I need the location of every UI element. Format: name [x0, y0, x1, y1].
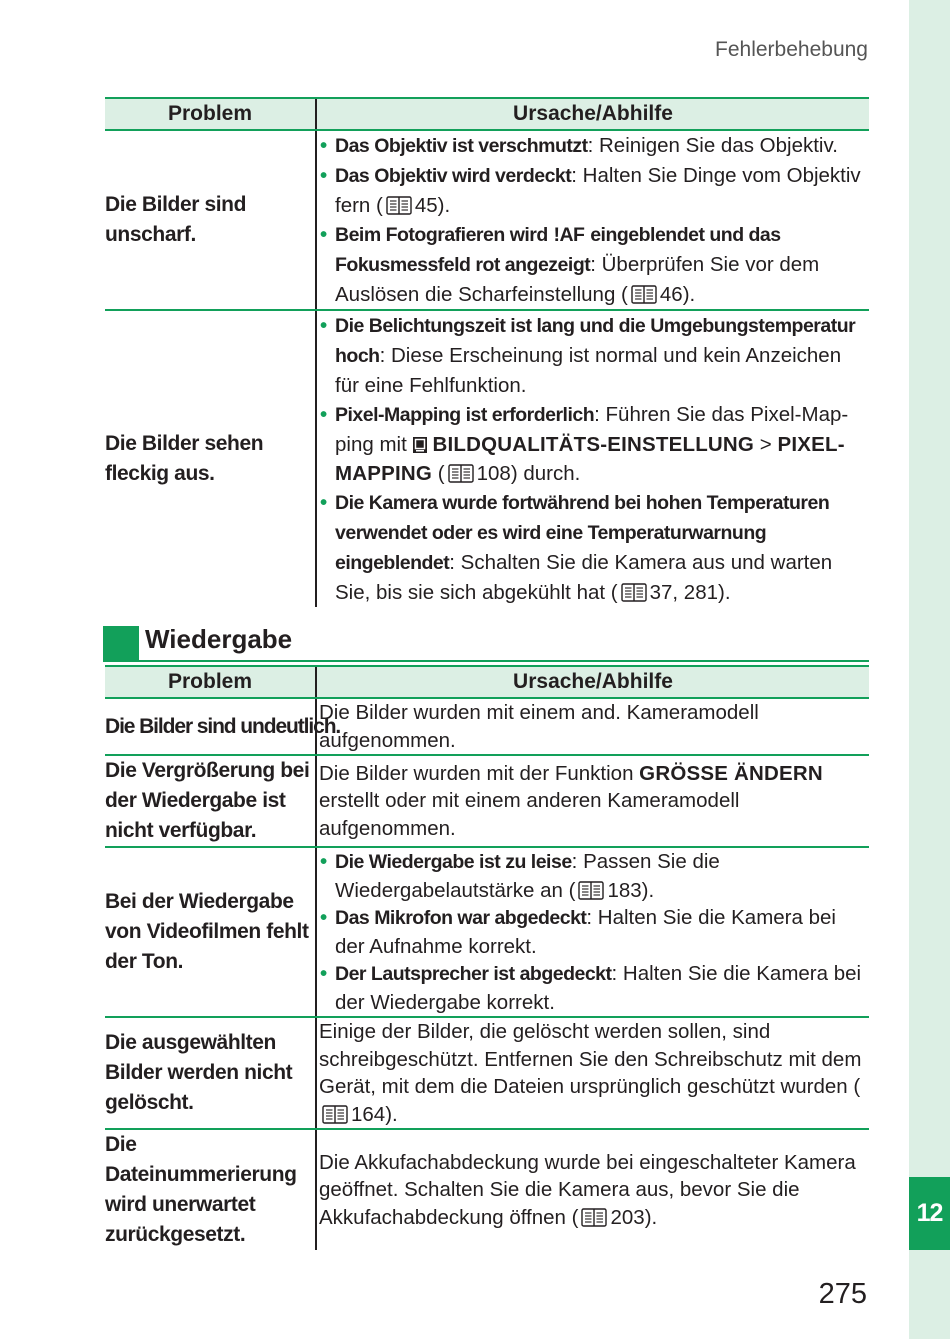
fix-cell: Die Akkufachabdeckung wurde bei eingeschalteter Kamera geöffnet. Schalten Sie die Kamera aus, bevor Sie die Akkufachabdeckung öffnen ( 203). — [316, 1129, 869, 1250]
page-reference[interactable]: 108 — [476, 462, 511, 485]
fix-cell — [316, 130, 869, 310]
table-row — [105, 755, 869, 847]
page-reference[interactable]: 183 — [607, 878, 642, 902]
list-item: • Das Mikrofon war abgedeckt: Halten Sie die Kamera bei der Aufnahme korrekt. — [319, 904, 869, 960]
chapter-sidebar — [909, 0, 950, 1339]
problem-cell: Die Bilder sehen fleckig aus. — [105, 432, 264, 485]
running-head: Fehlerbehebung — [715, 38, 868, 61]
page-reference[interactable]: 37, 281 — [649, 581, 719, 604]
problem-cell: Die Vergrößerung bei der Wiedergabe ist nicht verfügbar. — [105, 755, 316, 847]
fix-cell: Die Bilder wurden mit einem and. Kameramodell aufgenommen. — [316, 698, 869, 755]
list-item: • Das Objektiv wird verdeckt: Halten Sie Dinge vom Objektiv fern ( 45). — [319, 161, 869, 220]
chapter-tab[interactable]: 12 — [909, 1177, 950, 1250]
manual-reference-icon — [322, 1105, 348, 1124]
menu-name: PIXEL-MAPPING — [335, 433, 845, 485]
fix-cell — [316, 847, 869, 1017]
list-item: • Die Belichtungszeit ist lang und die Umgebungstemperatur hoch: Diese Erscheinung ist normal und kein Anzeichen für eine Fehlfunktion. — [319, 311, 869, 400]
table-row — [105, 310, 869, 607]
column-header-problem: Problem — [105, 666, 316, 698]
list-item: • Das Objektiv ist verschmutzt: Reinigen Sie das Objektiv. — [319, 131, 869, 161]
manual-reference-icon — [581, 1208, 607, 1227]
table-row — [105, 130, 869, 310]
page-reference[interactable]: 46 — [659, 283, 683, 306]
manual-reference-icon — [448, 464, 474, 483]
table-row — [105, 847, 869, 1017]
problem-cell: Die Bilder sind undeutlich. — [105, 698, 316, 755]
list-item: • Die Kamera wurde fortwährend bei hohen Temperaturen verwendet oder es wird eine Temperaturwarnung eingeblendet: Schalten Sie die Kamera aus und warten Sie, bis sie sich abgekühlt hat ( 37, 281). — [319, 488, 869, 607]
column-header-fix: Ursache/Abhilfe — [316, 98, 869, 130]
section-marker — [103, 626, 139, 660]
menu-name: BILDQUALITÄTS-EINSTELLUNG — [432, 433, 755, 456]
list-item: • Pixel-Mapping ist erforderlich: Führen Sie das Pixel-Mapping mit BILDQUALITÄTS-EINSTELLUNG > PIXEL-MAPPING ( 108) durch. — [319, 400, 869, 488]
section-heading — [103, 624, 869, 662]
table-row — [105, 698, 869, 755]
image-quality-menu-icon — [412, 436, 428, 454]
manual-reference-icon — [631, 285, 657, 304]
manual-reference-icon — [578, 881, 604, 900]
column-header-problem: Problem — [105, 98, 316, 130]
page-reference[interactable]: 164 — [351, 1102, 386, 1126]
focus-warning-icon: !AF — [553, 224, 585, 246]
problem-cell: Die ausgewählten Bilder werden nicht gelöscht. — [105, 1017, 316, 1129]
fix-cell: Die Bilder wurden mit der Funktion GRÖSSE ÄNDERN erstellt oder mit einem anderen Kameramodell aufgenommen. — [316, 755, 869, 847]
problem-cell: Die Bilder sind unscharf. — [105, 130, 316, 310]
table-row — [105, 1017, 869, 1129]
menu-name: GRÖSSE ÄNDERN — [639, 761, 823, 785]
problem-cell: Die Dateinummerierung wird unerwartet zurückgesetzt. — [105, 1133, 297, 1246]
manual-reference-icon — [621, 583, 647, 602]
list-item: • Die Wiedergabe ist zu leise: Passen Sie die Wiedergabelautstärke an ( 183). — [319, 848, 869, 904]
list-item: • Der Lautsprecher ist abgedeckt: Halten Sie die Kamera bei der Wiedergabe korrekt. — [319, 960, 869, 1016]
fix-cell — [316, 310, 869, 607]
troubleshooting-table-playback — [105, 665, 869, 1250]
section-title: Wiedergabe — [145, 624, 293, 654]
problem-cell: Bei der Wiedergabe von Videofilmen fehlt der Ton. — [105, 847, 316, 1017]
page-number: 275 — [818, 1278, 867, 1310]
page-reference[interactable]: 45 — [414, 194, 438, 217]
table-row — [105, 1129, 869, 1250]
troubleshooting-table-recording — [105, 97, 869, 607]
page-reference[interactable]: 203 — [610, 1205, 645, 1229]
column-header-fix: Ursache/Abhilfe — [316, 666, 869, 698]
manual-reference-icon — [386, 196, 412, 215]
list-item: • Beim Fotografieren wird !AF eingeblendet und das Fokusmessfeld rot angezeigt: Überprüfen Sie vor dem Auslösen die Scharfeinstellung ( 46). — [319, 220, 869, 309]
fix-cell: Einige der Bilder, die gelöscht werden sollen, sind schreibgeschützt. Entfernen Sie den Schreibschutz mit dem Gerät, mit dem die Dateien ursprünglich geschützt wurden (164). — [316, 1017, 869, 1129]
